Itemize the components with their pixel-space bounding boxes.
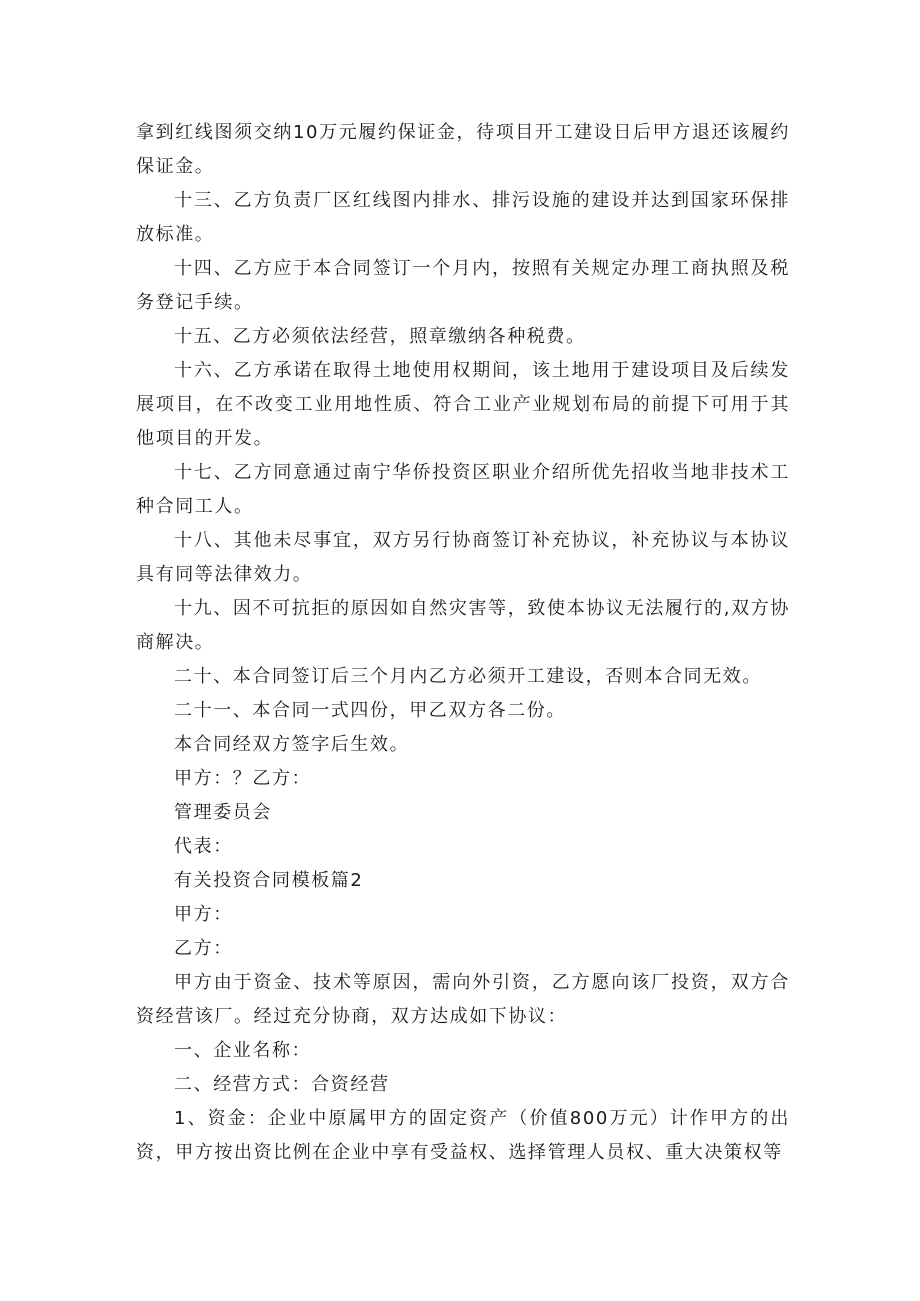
clause-19: 十九、因不可抗拒的原因如自然灾害等，致使本协议无法履行的,双方协商解决。 — [136, 598, 790, 653]
clause-15: 十五、乙方必须依法经营，照章缴纳各种税费。 — [174, 326, 586, 347]
party-a-label: 甲方： — [174, 904, 233, 925]
clause-17: 十七、乙方同意通过南宁华侨投资区职业介绍所优先招收当地非技术工种合同工人。 — [136, 462, 790, 517]
clause-21: 二十一、本合同一式四份，甲乙双方各二份。 — [174, 700, 566, 721]
paragraph-continuation: 拿到红线图须交纳10万元履约保证金，待项目开工建设日后甲方退还该履约保证金。 — [136, 122, 790, 177]
clause-13: 十三、乙方负责厂区红线图内排水、排污设施的建设并达到国家环保排放标准。 — [136, 190, 790, 245]
document-body — [136, 116, 790, 1170]
section-title: 有关投资合同模板篇2 — [174, 870, 364, 891]
committee-name: 管理委员会 — [174, 802, 272, 823]
representative-label: 代表： — [174, 836, 233, 857]
clause-20: 二十、本合同签订后三个月内乙方必须开工建设，否则本合同无效。 — [174, 666, 762, 687]
operation-mode-item: 二、经营方式：合资经营 — [174, 1074, 390, 1095]
enterprise-name-item: 一、企业名称： — [174, 1040, 312, 1061]
preamble-paragraph: 甲方由于资金、技术等原因，需向外引资，乙方愿向该厂投资，双方合资经营该厂。经过充分协商，双方达成如下协议： — [136, 972, 790, 1027]
party-b-label: 乙方： — [174, 938, 233, 959]
effective-statement: 本合同经双方签字后生效。 — [174, 734, 410, 755]
clause-14: 十四、乙方应于本合同签订一个月内，按照有关规定办理工商执照及税务登记手续。 — [136, 258, 790, 313]
party-labels: 甲方：？乙方： — [174, 768, 312, 789]
capital-item: 1、资金：企业中原属甲方的固定资产（价值800万元）计作甲方的出资，甲方按出资比例在企业中享有受益权、选择管理人员权、重大决策权等 — [136, 1108, 790, 1163]
clause-16: 十六、乙方承诺在取得土地使用权期间，该土地用于建设项目及后续发展项目，在不改变工业用地性质、符合工业产业规划布局的前提下可用于其他项目的开发。 — [136, 360, 790, 449]
clause-18: 十八、其他未尽事宜，双方另行协商签订补充协议，补充协议与本协议具有同等法律效力。 — [136, 530, 790, 585]
